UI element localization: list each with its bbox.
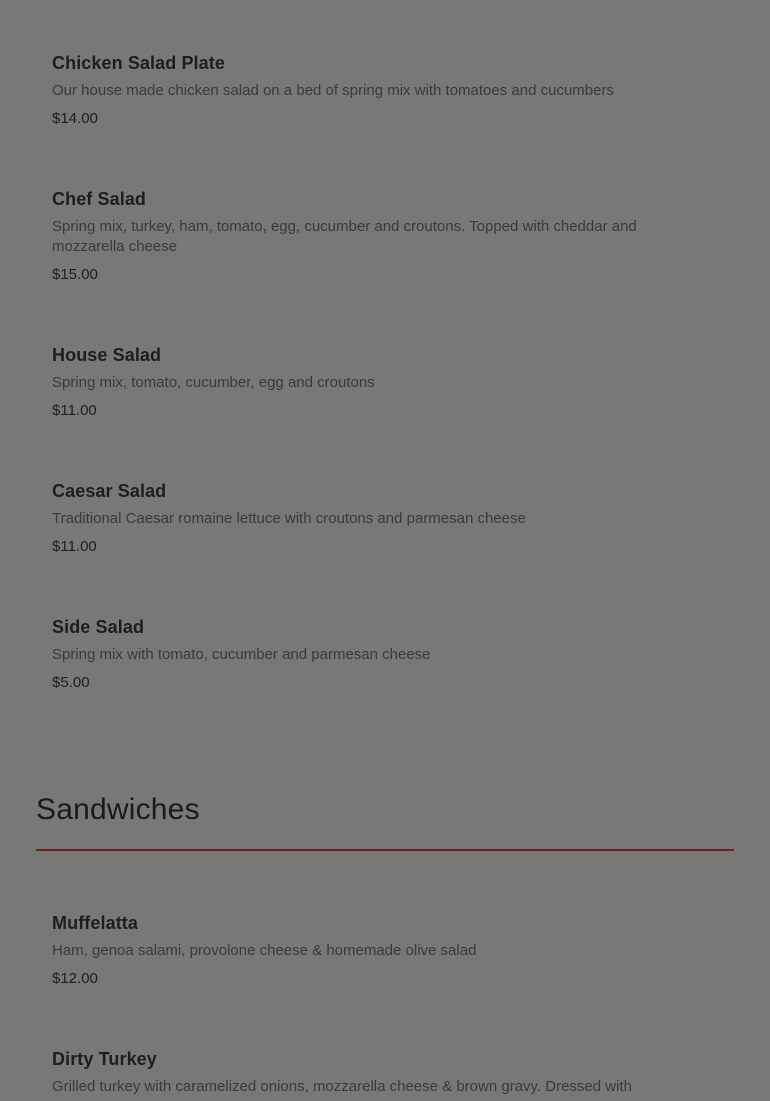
item-name: Caesar Salad [52, 481, 167, 501]
menu-item-muffelatta [52, 912, 692, 989]
menu-item-dirty-turkey [52, 1048, 692, 1097]
item-price: $15.00 [52, 266, 98, 283]
item-price: $11.00 [52, 402, 97, 419]
item-description: Spring mix, turkey, ham, tomato, egg, cucumber and croutons. Topped with cheddar and mozzarella cheese [52, 218, 637, 255]
menu-item-chicken-salad-plate [52, 52, 692, 129]
item-name: Chef Salad [52, 189, 147, 209]
menu-item-caesar-salad [52, 480, 692, 557]
item-name: Side Salad [52, 617, 145, 637]
item-description: Grilled turkey with caramelized onions, mozzarella cheese & brown gravy. Dressed with [52, 1078, 632, 1095]
item-price: $5.00 [52, 674, 90, 691]
section-title-sandwiches: Sandwiches [36, 793, 200, 826]
item-description: Spring mix, tomato, cucumber, egg and croutons [52, 374, 375, 391]
item-description: Traditional Caesar romaine lettuce with croutons and parmesan cheese [52, 510, 526, 527]
item-price: $12.00 [52, 970, 98, 987]
menu-item-house-salad [52, 344, 692, 421]
item-description: Spring mix with tomato, cucumber and parmesan cheese [52, 646, 431, 663]
section-divider [36, 849, 734, 851]
item-name: House Salad [52, 345, 162, 365]
item-description: Our house made chicken salad on a bed of spring mix with tomatoes and cucumbers [52, 82, 614, 99]
item-name: Muffelatta [52, 913, 138, 933]
item-description: Ham, genoa salami, provolone cheese & homemade olive salad [52, 942, 477, 959]
menu-item-chef-salad [52, 188, 692, 285]
menu-item-side-salad [52, 616, 692, 693]
item-price: $11.00 [52, 538, 97, 555]
item-name: Dirty Turkey [52, 1049, 157, 1069]
item-name: Chicken Salad Plate [52, 53, 225, 73]
item-price: $14.00 [52, 110, 98, 127]
